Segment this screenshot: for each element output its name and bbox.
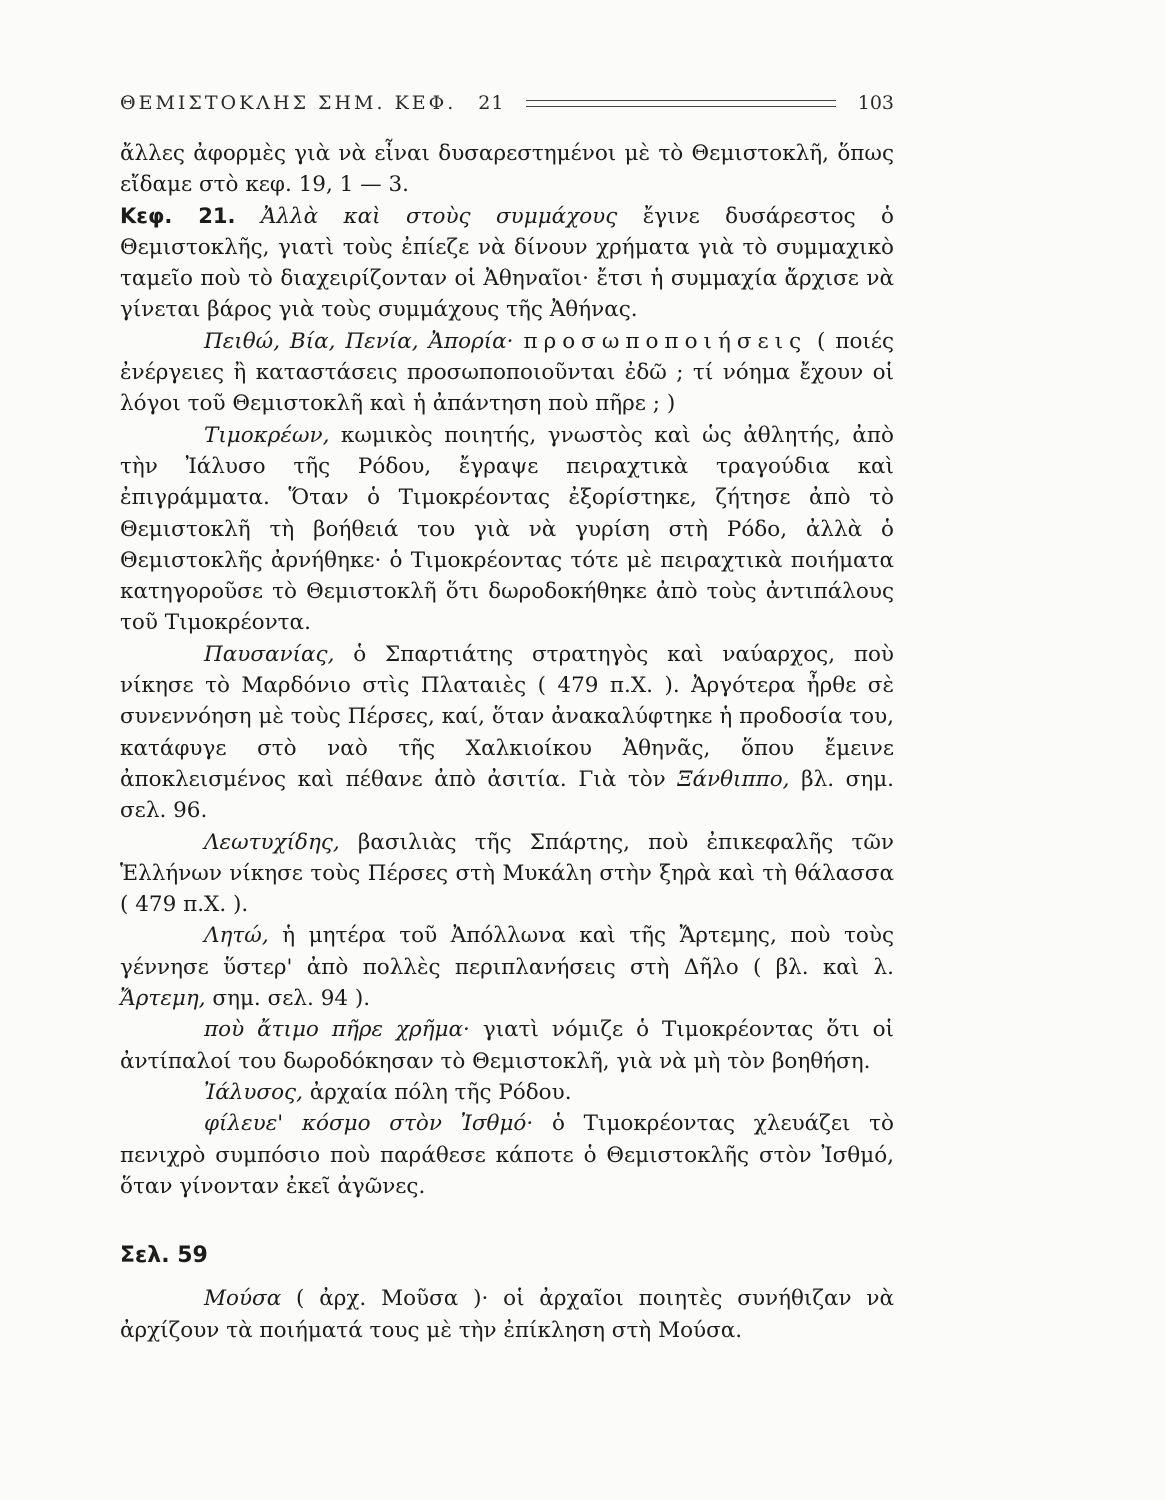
paragraph-text: ἔγινε δυσάρεστος ὁ Θεμιστοκλῆς, γιατὶ τοὺς ἐπίεζε νὰ δίνουν χρήματα γιὰ τὸ συμμαχικὸ ταμεῖο ποὺ τὸ διαχειρίζονταν οἱ Ἀθηναῖοι· ἔτσι ἡ συμμαχία ἄρχισε νὰ γίνεται βάρος γιὰ τοὺς συμμάχους τῆς Ἀθήνας. — [120, 203, 894, 323]
cross-reference: βλ. σημ. σελ. 96. — [120, 766, 895, 824]
paragraph-text: ( ποιές ἐνέργειες ἢ καταστάσεις προσωποποιοῦνται ἐδῶ ; τί νόημα ἔχουν οἱ λόγοι τοῦ Θεμιστοκλῆ καὶ ἡ ἀπάντηση ποὺ πῆρε ; ) — [120, 328, 895, 417]
note-pausanias — [120, 639, 894, 827]
lemma: Ἀλλὰ καὶ στοὺς συμμάχους — [260, 203, 618, 229]
note-timocreon — [120, 420, 894, 639]
section-heading: Σελ. 59 — [120, 1243, 208, 1269]
running-header — [120, 86, 894, 120]
lemma: Πειθώ, Βία, Πενία, Ἀπορία· — [204, 328, 514, 354]
cross-reference-name: Ἄρτεμη, — [120, 986, 206, 1012]
page-number: 103 — [857, 92, 894, 114]
paragraph-text: ὁ Τιμοκρέοντας χλευάζει τὸ πενιχρὸ συμπόσιο ποὺ παράθεσε κάποτε ὁ Θεμιστοκλῆς στὸν Ἰσθμό, ὅταν γίνονταν ἐκεῖ ἀγῶνες. — [120, 1111, 894, 1199]
lemma: φίλευε' κόσμο στὸν Ἰσθμό· — [204, 1111, 534, 1137]
lemma: ποὺ ἄτιμο πῆρε χρῆμα· — [204, 1017, 470, 1043]
paragraph-text: γιατὶ νόμιζε ὁ Τιμοκρέοντας ὅτι οἱ ἀντίπαλοί του δωροδόκησαν τὸ Θεμιστοκλῆ, γιὰ νὰ μὴ τὸν βοηθήση. — [120, 1017, 894, 1074]
paragraph-text: ( ἀρχ. Μοῦσα )· οἱ ἀρχαῖοι ποιητὲς συνήθιζαν νὰ ἀρχίζουν τὰ ποιήματά τους μὲ τὴν ἐπίκληση στὴ Μούσα. — [120, 1286, 894, 1343]
note-isthmus — [120, 1108, 894, 1202]
note-personifications — [120, 326, 894, 420]
book-page — [120, 86, 894, 1346]
commentary-body — [120, 138, 894, 1346]
note-leotychides — [120, 827, 894, 921]
lemma: Λεωτυχίδης, — [204, 829, 340, 855]
paragraph-continuation — [120, 138, 894, 201]
cross-reference: σημ. σελ. 94 ). — [212, 986, 371, 1012]
chapter-label: Κεφ. 21. — [120, 203, 236, 228]
paragraph-text: ὁ Σπαρτιάτης στρατηγὸς καὶ ναύαρχος, ποὺ νίκησε τὸ Μαρδόνιο στὶς Πλαταιὲς ( 479 π.Χ. ). Ἀργότερα ἦρθε σὲ συνεννόηση μὲ τοὺς Πέρσες, καί, ὅταν ἀνακαλύφτηκε ἡ προδοσία του, κατάφυγε στὸ ναὸ τῆς Χαλκιοίκου Ἀθηνᾶς, ὅπου ἔμεινε ἀποκλεισμένος καὶ πέθανε ἀπὸ ἀσιτία. Γιὰ τὸν — [120, 641, 894, 792]
spaced-term: προσωποποιήσεις — [523, 328, 808, 354]
lemma: Τιμοκρέων, — [204, 422, 330, 448]
paragraph-text: κωμικὸς ποιητής, γνωστὸς καὶ ὡς ἀθλητής, ἀπὸ τὴν Ἰάλυσο τῆς Ρόδου, ἔγραψε πειραχτικὰ τραγούδια καὶ ἐπιγράμματα. Ὅταν ὁ Τιμοκρέοντας ἐξορίστηκε, ζήτησε ἀπὸ τὸ Θεμιστοκλῆ τὴ βοήθειά του γιὰ νὰ γυρίση στὴ Ρόδο, ἀλλὰ ὁ Θεμιστοκλῆς ἀρνήθηκε· ὁ Τιμοκρέοντας τότε μὲ πειραχτικὰ ποιήματα κατηγοροῦσε τὸ Θεμιστοκλῆ ὅτι δωροδοκήθηκε ἀπὸ τοὺς ἀντιπάλους τοῦ Τιμοκρέοντα. — [120, 422, 894, 636]
paragraph-text: βασιλιὰς τῆς Σπάρτης, ποὺ ἐπικεφαλῆς τῶν Ἑλλήνων νίκησε τοὺς Πέρσες στὴ Μυκάλη στὴν ξηρὰ καὶ τὴ θάλασσα ( 479 π.Χ. ). — [120, 829, 894, 918]
cross-reference-name: Ξάνθιππο, — [677, 766, 790, 792]
lemma: Παυσανίας, — [204, 641, 335, 667]
paragraph-text: ἀρχαία πόλη τῆς Ρόδου. — [309, 1079, 572, 1105]
paragraph-text: ἡ μητέρα τοῦ Ἀπόλλωνα καὶ τῆς Ἄρτεμης, ποὺ τοὺς γέννησε ὕστερ' ἀπὸ πολλὲς περιπλανήσεις στὴ Δῆλο ( βλ. καὶ λ. — [120, 923, 894, 980]
note-bribe — [120, 1014, 894, 1077]
header-rule — [526, 100, 835, 107]
lemma: Λητώ, — [204, 923, 269, 949]
lemma: Μούσα — [204, 1286, 282, 1312]
chapter-number: 21 — [478, 92, 505, 114]
note-muse — [120, 1283, 894, 1346]
note-ialysos — [120, 1077, 894, 1108]
lemma: Ἰάλυσος, — [204, 1079, 303, 1105]
paragraph-chapter-21 — [120, 201, 894, 326]
note-leto — [120, 920, 894, 1014]
running-title: ΘΕΜΙΣΤΟΚΛΗΣ ΣΗΜ. ΚΕΦ. — [120, 92, 457, 114]
paragraph-text: ἄλλες ἀφορμὲς γιὰ νὰ εἶναι δυσαρεστημένοι μὲ τὸ Θεμιστοκλῆ, ὅπως εἴδαμε στὸ κεφ. 19, 1 — 3. — [120, 141, 894, 198]
